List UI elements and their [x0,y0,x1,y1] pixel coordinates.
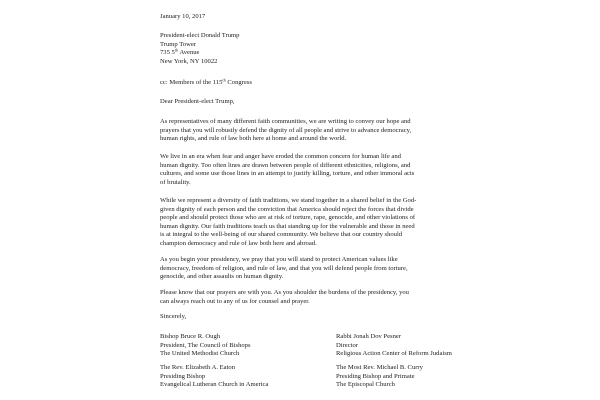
signatory-block [160,333,251,359]
street-rest: Avenue [178,49,200,57]
signatory-name: The Most Rev. Michael B. Curry [336,364,423,371]
signatory-org: The Episcopal Church [336,381,395,389]
signatory-name: Rabbi Jonah Dov Pesner [336,333,402,340]
signatory-name: The Rev. Elizabeth A. Eaton [160,364,236,371]
cc-suffix: Congress [225,79,252,86]
recipient-city: New York, NY 10022 [160,57,218,65]
cc-prefix: cc: Members of the 115 [160,79,223,86]
signatory-block [336,364,423,390]
letter-date [160,13,460,22]
cc-ordinal: th [222,77,226,83]
signatory-org: Evangelical Lutheran Church in America [160,381,269,389]
paragraph-line: Please know that our prayers are with you. As you shoulder the burdens of the presidency, you [160,289,409,296]
recipient-street [160,49,460,58]
paragraph-line: of brutality. [160,178,191,186]
paragraph-line: people and should protect those who are at risk of torture, rape, genocide, and other violations of [160,214,416,222]
signatory-title: Director [336,341,358,349]
closing [160,313,460,322]
signatory-org: Religious Action Center of Reform Judaism [336,350,452,358]
paragraph-line: human rights, and rule of law both here at home and around the world. [160,135,347,143]
salutation [160,98,460,107]
paragraph-1 [160,118,460,144]
salutation-text: Dear President-elect Trump, [160,98,235,105]
recipient-org: Trump Tower [160,40,196,48]
paragraph-line: cultures, and some use those lines in an attempt to justify killing, torture, and other immoral acts [160,170,415,178]
street-number: 735 5 [160,49,175,57]
date-text: January 10, 2017 [160,13,206,20]
signatory-org: The United Methodist Church [160,350,240,358]
signatory-title: Presiding Bishop [160,372,206,380]
paragraph-line: As representatives of many different faith communities, we are writing to convey our hope and [160,118,411,125]
closing-text: Sincerely, [160,313,187,320]
paragraph-line: While we represent a diversity of faith traditions, we stand together in a shared belief in the God- [160,197,417,204]
signatory-name: Bishop Bruce R. Ough [160,333,221,340]
signatory-block [160,364,268,390]
paragraph-line: As you begin your presidency, we pray that you will stand to protect American values like [160,256,398,263]
paragraph-line: can always reach out to any of us for counsel and prayer. [160,297,310,305]
paragraph-line: given dignity of each person and the conviction that America should reject the forces that divide [160,205,414,213]
paragraph-line: human dignity. Too often lines are drawn between people of different ethnicities, religions, and [160,161,411,169]
signatory-title: President, The Council of Bishops [160,341,251,349]
paragraph-line: champion democracy and rule of law both here and abroad. [160,239,317,247]
street-ordinal: th [174,47,179,53]
paragraph-line: prayers that you will robustly defend the dignity of all people and strive to advance democracy, [160,126,412,134]
paragraph-4 [160,256,460,282]
paragraph-line: human dignity. Our faith traditions teach us that standing up for the vulnerable and those in need [160,222,415,230]
signatory-title: Presiding Bishop and Primate [336,372,415,380]
paragraph-3 [160,197,460,249]
paragraph-line: democracy, freedom of religion, and rule of law, and that you will defend people from torture, [160,264,408,272]
paragraph-line: genocide, and other assaults on human dignity. [160,273,284,281]
signatory-block [336,333,452,359]
recipient-name: President-elect Donald Trump [160,32,240,39]
paragraph-line: is at integral to the well-being of our shared community. We believe that our country should [160,231,403,239]
cc-line [160,79,460,88]
paragraph-line: We live in an era when fear and anger have eroded the common concern for human life and [160,153,401,160]
paragraph-5 [160,289,460,306]
paragraph-2 [160,153,460,187]
recipient-address [160,32,460,66]
